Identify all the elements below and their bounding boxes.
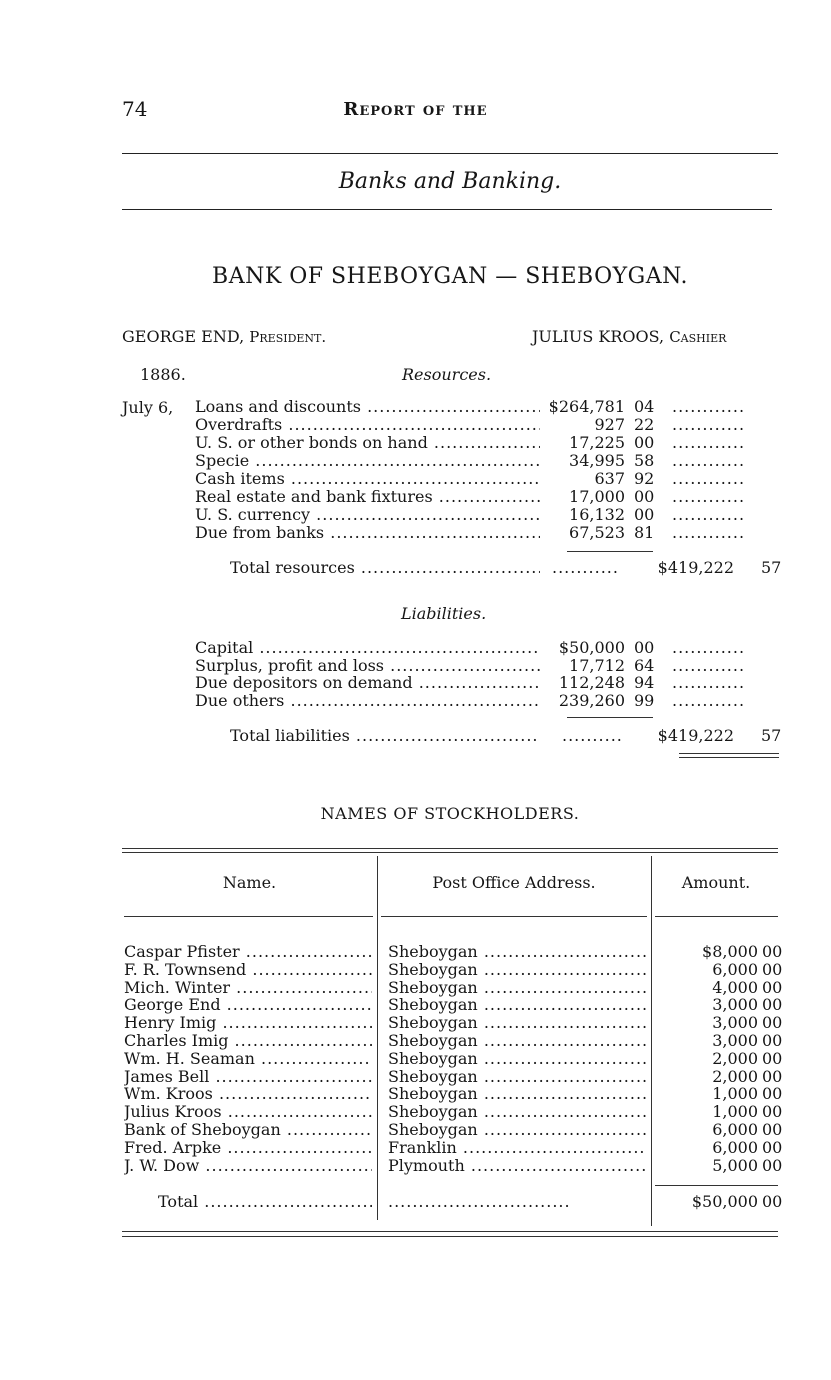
liabilities-heading: Liabilities. <box>401 604 487 623</box>
resources-column-leader: ............ <box>672 416 746 434</box>
resources-cents: 00 <box>634 487 655 506</box>
cashier-name: JULIUS KROOS, <box>532 327 665 346</box>
liabilities-label: Due others ..... <box>195 692 540 710</box>
total-double-rule-2 <box>679 757 779 758</box>
header-rule-bottom <box>122 209 772 210</box>
resources-row <box>0 524 831 542</box>
resources-row <box>0 416 831 434</box>
stockholder-dollars: 3,000 <box>712 995 758 1015</box>
stockholder-cents: 00 <box>762 1066 783 1086</box>
stockholder-dollars: 1,000 <box>712 1084 758 1104</box>
stockholder-cents: 00 <box>762 1102 783 1122</box>
stockholders-total-dollars: $50,000 <box>691 1192 758 1211</box>
bank-title: BANK OF SHEBOYGAN — SHEBOYGAN. <box>212 264 688 289</box>
stockholder-address: Sheboygan ..... <box>388 1032 646 1050</box>
stockholder-cents: 00 <box>762 1031 783 1050</box>
total-liabilities-cents: 57 <box>761 726 782 745</box>
stockholder-cents: 00 <box>762 1084 783 1104</box>
liabilities-column-leader: ............ <box>672 656 746 675</box>
stockholder-row <box>0 1139 831 1157</box>
stockholder-name: Wm. H. Seaman ..... <box>124 1050 372 1068</box>
stockholder-address: Sheboygan ..... <box>388 961 646 979</box>
stockholder-name: J. W. Dow ..... <box>124 1157 372 1175</box>
stockholder-cents: 00 <box>762 942 783 961</box>
page-number: 74 <box>122 97 148 121</box>
stockholder-cents: 00 <box>762 959 783 979</box>
header-rule-top <box>122 153 778 154</box>
president-role: President. <box>249 328 327 346</box>
resources-heading: Resources. <box>402 365 492 384</box>
total-liabilities-dollars: $419,222 <box>657 726 734 745</box>
liabilities-row <box>0 639 831 657</box>
report-date: July 6, <box>122 398 174 417</box>
resources-cents: 04 <box>634 397 655 416</box>
stockholder-address: Sheboygan ..... <box>388 1103 646 1121</box>
total-resources-leader: ........... <box>552 559 619 577</box>
liabilities-cents: 64 <box>634 655 655 675</box>
total-resources-cents: 57 <box>761 558 782 577</box>
stockholder-dollars: 6,000 <box>712 959 758 979</box>
stockholder-row <box>0 1121 831 1139</box>
column-name: Name. <box>222 873 277 892</box>
stockholder-row <box>0 1068 831 1086</box>
stockholder-row <box>0 961 831 979</box>
liabilities-cents: 94 <box>634 673 655 692</box>
stockholder-address: Sheboygan ..... <box>388 1085 646 1103</box>
stockholder-dollars: 2,000 <box>712 1066 758 1086</box>
resources-column-leader: ............ <box>672 452 746 470</box>
liabilities-column-leader: ............ <box>672 691 746 710</box>
resources-dollars: 637 <box>594 469 625 488</box>
resources-row <box>0 452 831 470</box>
resources-row <box>0 506 831 524</box>
resources-label: Loans and discounts ..... <box>195 398 540 416</box>
stockholder-row <box>0 979 831 997</box>
liabilities-column-leader: ............ <box>672 674 746 692</box>
section-title: Banks and Banking. <box>338 169 562 194</box>
total-resources-row <box>0 559 831 577</box>
amount-sum-rule <box>655 1185 778 1186</box>
stockholder-dollars: 6,000 <box>712 1137 758 1157</box>
table-rule-top-2 <box>122 852 778 853</box>
president <box>122 327 326 346</box>
resources-dollars: 16,132 <box>569 505 625 524</box>
resources-label: Cash items ..... <box>195 470 540 488</box>
stockholder-name: Mich. Winter ..... <box>124 979 372 997</box>
resources-cents: 92 <box>634 469 655 488</box>
liabilities-sum-rule <box>567 717 653 718</box>
stockholder-address: Plymouth ..... <box>388 1157 646 1175</box>
liabilities-row <box>0 692 831 710</box>
resources-label: Due from banks ..... <box>195 524 540 542</box>
liabilities-row <box>0 657 831 675</box>
resources-sum-rule <box>567 551 653 552</box>
liabilities-label: Due depositors on demand ..... <box>195 674 540 692</box>
stockholder-name: Julius Kroos ..... <box>124 1103 372 1121</box>
stockholder-dollars: 3,000 <box>712 1013 758 1033</box>
resources-row <box>0 488 831 506</box>
stockholder-name: Henry Imig ..... <box>124 1014 372 1032</box>
liabilities-label: Surplus, profit and loss ..... <box>195 657 540 675</box>
resources-cents: 00 <box>634 505 655 524</box>
resources-column-leader: ............ <box>672 470 746 488</box>
resources-label: Overdrafts ..... <box>195 416 540 434</box>
stockholder-dollars: 6,000 <box>712 1120 758 1139</box>
stockholder-cents: 00 <box>762 1013 783 1033</box>
resources-label: U. S. or other bonds on hand ..... <box>195 434 540 452</box>
report-year: 1886. <box>140 365 186 384</box>
stockholder-name: Caspar Pfister ..... <box>124 943 372 961</box>
column-amount: Amount. <box>681 873 751 892</box>
stockholder-address: Sheboygan ..... <box>388 996 646 1014</box>
stockholder-row <box>0 1050 831 1068</box>
liabilities-dollars: 239,260 <box>558 690 625 710</box>
stockholder-dollars: 4,000 <box>712 977 758 997</box>
running-head: Report of the <box>343 99 488 120</box>
total-liabilities-leader: .......... <box>562 727 623 745</box>
stockholder-address: Sheboygan ..... <box>388 979 646 997</box>
header-underline-address <box>381 916 647 917</box>
table-rule-bottom-1 <box>122 1231 778 1232</box>
resources-column-leader: ............ <box>672 524 746 542</box>
stockholder-cents: 00 <box>762 1048 783 1068</box>
liabilities-dollars: 112,248 <box>558 673 625 692</box>
liabilities-column-leader: ............ <box>672 639 746 657</box>
liabilities-dollars: 17,712 <box>569 655 625 675</box>
stockholder-cents: 00 <box>762 1137 783 1157</box>
resources-label: Specie ..... <box>195 452 540 470</box>
resources-label: Real estate and bank fixtures ..... <box>195 488 540 506</box>
stockholder-dollars: 5,000 <box>712 1155 758 1175</box>
resources-dollars: $264,781 <box>548 397 625 416</box>
table-rule-bottom-2 <box>122 1236 778 1237</box>
stockholder-row <box>0 1103 831 1121</box>
stockholder-address: Franklin ..... <box>388 1139 646 1157</box>
stockholders-total-row <box>0 1193 831 1211</box>
resources-cents: 00 <box>634 433 655 452</box>
table-rule-top-1 <box>122 848 778 849</box>
stockholder-dollars: $8,000 <box>702 942 758 961</box>
resources-row <box>0 470 831 488</box>
stockholder-name: James Bell ..... <box>124 1068 372 1086</box>
cashier <box>532 327 726 346</box>
total-liabilities-row <box>0 727 831 745</box>
stockholder-name: F. R. Townsend ..... <box>124 961 372 979</box>
stockholder-row <box>0 943 831 961</box>
stockholder-address: Sheboygan ..... <box>388 943 646 961</box>
cashier-role: Cashier <box>669 328 727 346</box>
header-underline-name <box>124 916 373 917</box>
stockholder-address: Sheboygan ..... <box>388 1014 646 1032</box>
resources-dollars: 17,225 <box>569 433 625 452</box>
resources-cents: 22 <box>634 415 655 434</box>
stockholder-name: Charles Imig ..... <box>124 1032 372 1050</box>
stockholder-cents: 00 <box>762 977 783 997</box>
stockholder-address: Sheboygan ..... <box>388 1050 646 1068</box>
stockholders-heading: NAMES OF STOCKHOLDERS. <box>320 804 580 823</box>
stockholder-address: Sheboygan ..... <box>388 1121 646 1139</box>
stockholder-row <box>0 1032 831 1050</box>
liabilities-cents: 99 <box>634 690 655 710</box>
stockholder-cents: 00 <box>762 995 783 1015</box>
stockholder-row <box>0 1014 831 1032</box>
liabilities-label: Capital ..... <box>195 639 540 657</box>
resources-column-leader: ............ <box>672 434 746 452</box>
header-underline-amount <box>655 916 778 917</box>
liabilities-row <box>0 674 831 692</box>
total-resources-label: Total resources ..... <box>230 559 540 577</box>
total-resources-dollars: $419,222 <box>657 558 734 577</box>
president-name: GEORGE END, <box>122 327 245 346</box>
stockholder-name: Wm. Kroos ..... <box>124 1085 372 1103</box>
stockholders-total-label: Total ..... <box>158 1193 372 1211</box>
resources-cents: 58 <box>634 451 655 470</box>
resources-column-leader: ............ <box>672 398 746 416</box>
total-liabilities-label: Total liabilities ..... <box>230 727 540 745</box>
resources-dollars: 34,995 <box>569 451 625 470</box>
stockholder-row <box>0 996 831 1014</box>
total-double-rule-1 <box>679 753 779 754</box>
stockholder-dollars: 1,000 <box>712 1102 758 1122</box>
stockholder-cents: 00 <box>762 1155 783 1175</box>
resources-row <box>0 434 831 452</box>
stockholders-total-cents: 00 <box>762 1192 783 1211</box>
stockholders-total-leader: .............................. <box>388 1193 571 1211</box>
liabilities-dollars: $50,000 <box>558 638 625 657</box>
stockholder-address: Sheboygan ..... <box>388 1068 646 1086</box>
resources-row <box>0 398 831 416</box>
stockholder-name: Bank of Sheboygan ..... <box>124 1121 372 1139</box>
resources-cents: 81 <box>634 523 655 542</box>
resources-dollars: 927 <box>594 415 625 434</box>
resources-dollars: 67,523 <box>569 523 625 542</box>
stockholder-name: Fred. Arpke ..... <box>124 1139 372 1157</box>
resources-dollars: 17,000 <box>569 487 625 506</box>
resources-column-leader: ............ <box>672 488 746 506</box>
column-address: Post Office Address. <box>432 873 596 892</box>
stockholder-row <box>0 1085 831 1103</box>
stockholder-cents: 00 <box>762 1120 783 1139</box>
resources-label: U. S. currency ..... <box>195 506 540 524</box>
stockholder-dollars: 2,000 <box>712 1048 758 1068</box>
stockholder-name: George End ..... <box>124 996 372 1014</box>
liabilities-cents: 00 <box>634 638 655 657</box>
resources-column-leader: ............ <box>672 506 746 524</box>
stockholder-row <box>0 1157 831 1175</box>
stockholder-dollars: 3,000 <box>712 1031 758 1050</box>
